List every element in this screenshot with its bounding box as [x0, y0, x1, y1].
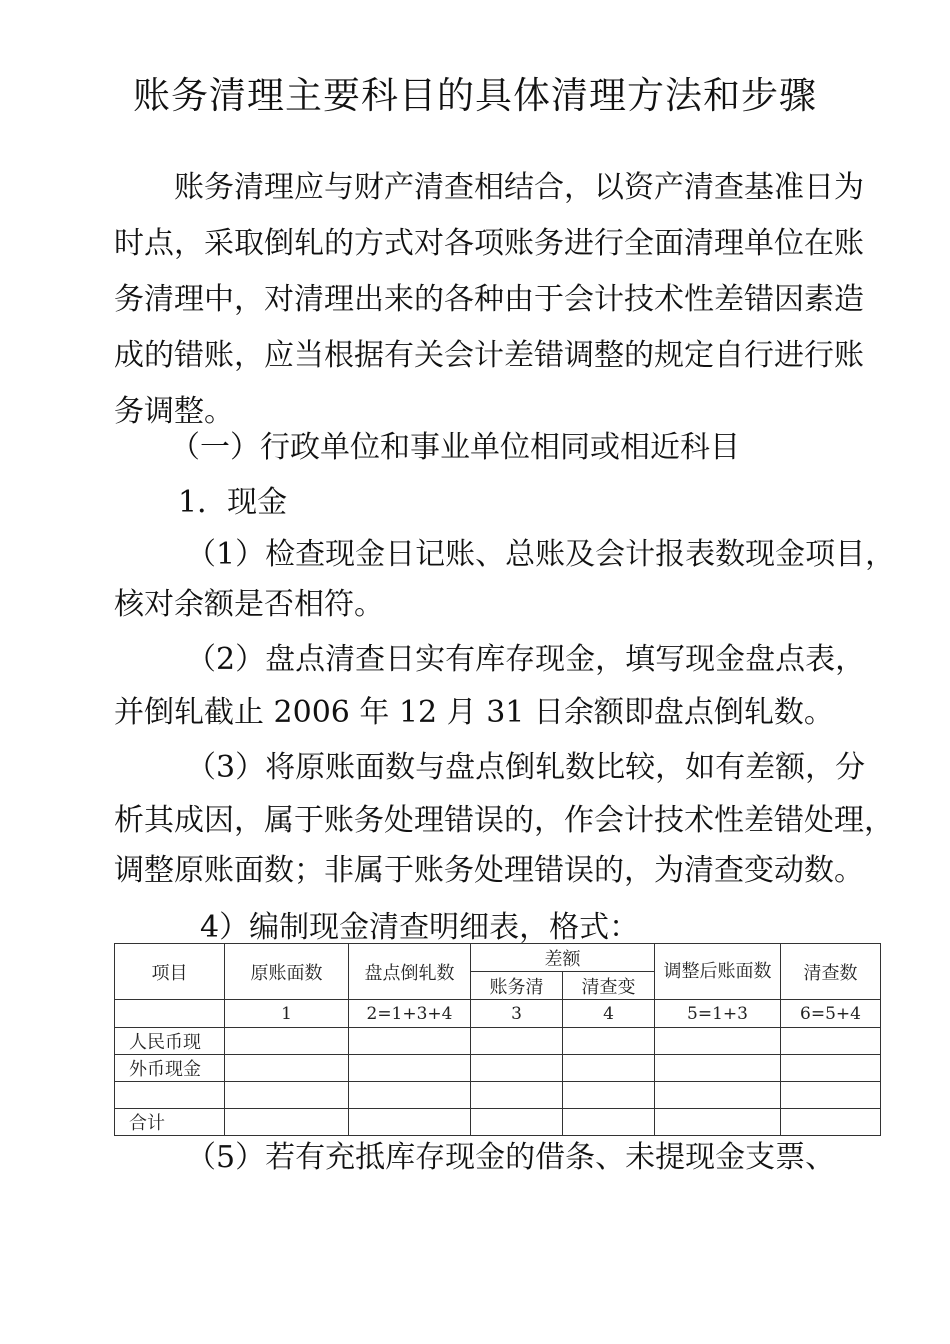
table-cell — [563, 1109, 655, 1136]
step-2-line-1: （2）盘点清查日实有库存现金，填写现金盘点表， — [186, 642, 866, 677]
item-heading-cash: 1．现金 — [178, 485, 288, 520]
table-cell — [471, 1028, 563, 1055]
table-cell — [349, 1109, 471, 1136]
step-4-line: 4）编制现金清查明细表，格式： — [200, 910, 640, 945]
index-cell: 1 — [225, 1000, 349, 1028]
table-cell — [655, 1055, 781, 1082]
step-3-line-3: 调整原账面数；非属于账务处理错误的，为清查变动数。 — [114, 853, 864, 888]
header-inventory: 盘点倒轧数 — [349, 944, 471, 1000]
table-cell — [471, 1082, 563, 1109]
table-cell — [225, 1109, 349, 1136]
row-label: 合计 — [115, 1109, 225, 1136]
table-cell — [349, 1028, 471, 1055]
cash-check-detail-table — [114, 943, 881, 1136]
page-title: 账务清理主要科目的具体清理方法和步骤 — [133, 74, 817, 117]
index-cell: 6=5+4 — [781, 1000, 881, 1028]
step-3-line-1: （3）将原账面数与盘点倒轧数比较，如有差额，分 — [186, 750, 866, 785]
index-cell: 5=1+3 — [655, 1000, 781, 1028]
table-cell — [349, 1055, 471, 1082]
header-item: 项目 — [115, 944, 225, 1000]
index-cell — [115, 1000, 225, 1028]
row-label — [115, 1082, 225, 1109]
intro-paragraph: 账务清理应与财产清查相结合，以资产清查基准日为时点，采取倒轧的方式对各项账务进行全面清理单位在账务清理中，对清理出来的各种由于会计技术性差错因素造成的错账，应当根据有关会计差错调整的规定自行进行账务调整。 — [114, 170, 864, 429]
row-label: 人民币现 — [115, 1028, 225, 1055]
table-cell — [655, 1028, 781, 1055]
header-diff: 差额 — [471, 944, 655, 972]
step-1-line-1: （1）检查现金日记账、总账及会计报表数现金项目， — [186, 537, 896, 572]
header-adjusted: 调整后账面数 — [655, 944, 781, 1000]
table-row — [115, 1082, 881, 1109]
step-3-line-2: 析其成因，属于账务处理错误的，作会计技术性差错处理， — [114, 803, 894, 838]
table-cell — [225, 1055, 349, 1082]
table-cell — [563, 1028, 655, 1055]
table-cell — [471, 1055, 563, 1082]
step-5-line: （5）若有充抵库存现金的借条、未提现金支票、 — [186, 1140, 836, 1175]
table-cell — [781, 1082, 881, 1109]
table-row — [115, 1028, 881, 1055]
table-cell — [563, 1082, 655, 1109]
table-cell — [563, 1055, 655, 1082]
row-label: 外币现金 — [115, 1055, 225, 1082]
table-cell — [781, 1109, 881, 1136]
step-2-line-2: 并倒轧截止 2006 年 12 月 31 日余额即盘点倒轧数。 — [114, 695, 834, 730]
header-check: 清查数 — [781, 944, 881, 1000]
table-cell — [349, 1082, 471, 1109]
table-cell — [781, 1028, 881, 1055]
header-original: 原账面数 — [225, 944, 349, 1000]
table-row — [115, 1109, 881, 1136]
table-cell — [781, 1055, 881, 1082]
table-row — [115, 1055, 881, 1082]
table-cell — [655, 1109, 781, 1136]
table-cell — [225, 1082, 349, 1109]
index-cell: 3 — [471, 1000, 563, 1028]
index-cell: 4 — [563, 1000, 655, 1028]
header-diff-account: 账务清 — [471, 972, 563, 1000]
step-1-line-2: 核对余额是否相符。 — [114, 587, 384, 622]
table-cell — [655, 1082, 781, 1109]
table-cell — [225, 1028, 349, 1055]
header-diff-check: 清查变 — [563, 972, 655, 1000]
index-cell: 2=1+3+4 — [349, 1000, 471, 1028]
table-cell — [471, 1109, 563, 1136]
section-heading: （一）行政单位和事业单位相同或相近科目 — [170, 430, 740, 465]
